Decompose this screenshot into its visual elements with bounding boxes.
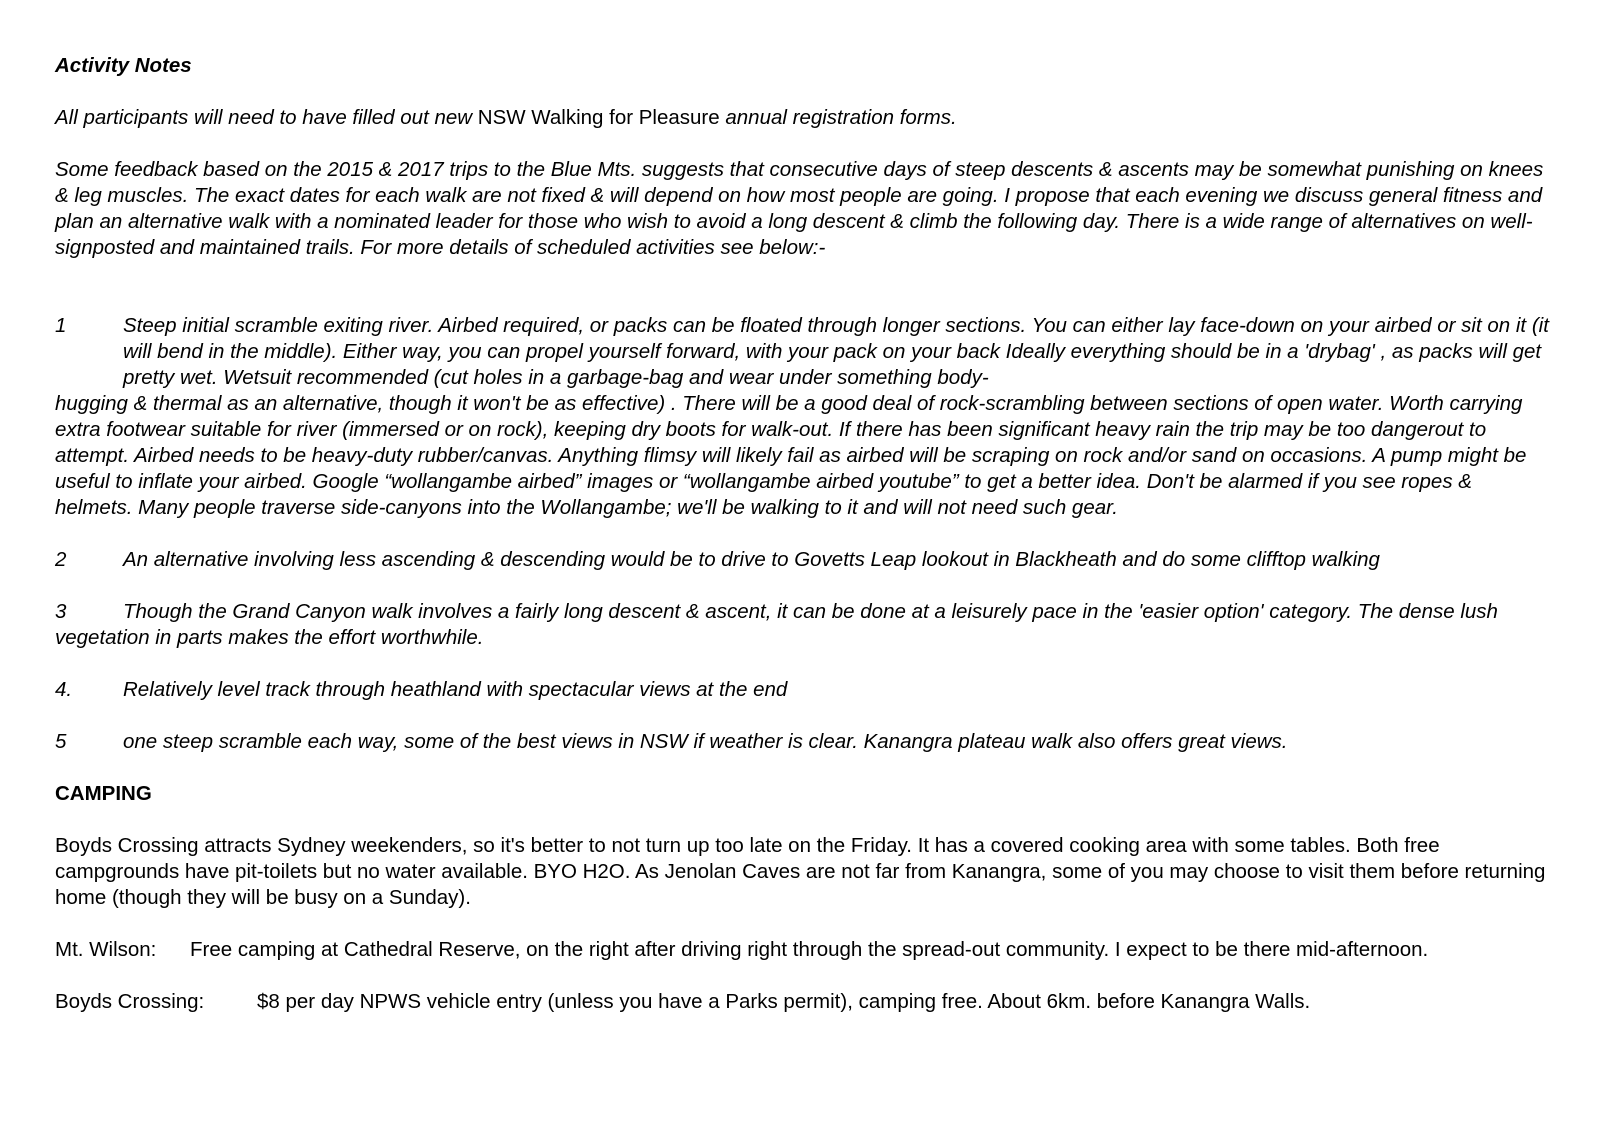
activity-note-text: Relatively level track through heathland with spectacular views at the end (123, 678, 788, 701)
activity-note-1-hanging-text: Steep initial scramble exiting river. Airbed required, or packs can be floated through longer sections. You can either lay face-down on your airbed or sit on it (it will bend in the middle). Either way, you can propel yourself forward, with your pack on your back Ideally everything should be in a 'drybag' , as packs will get pretty wet. Wetsuit recommended (cut holes in a garbage-bag and wear under something body- (123, 314, 1549, 389)
camping-site-label: Boyds Crossing: (55, 990, 205, 1013)
camping-site-mt-wilson (55, 937, 1555, 963)
feedback-paragraph: Some feedback based on the 2015 & 2017 trips to the Blue Mts. suggests that consecutive days of steep descents & ascents may be somewhat punishing on knees & leg muscles. The exact dates for each walk are not fixed & will depend on how most people are going. I propose that each evening we discuss general fitness and plan an alternative walk with a nominated leader for those who wish to avoid a long descent & climb the following day. There is a wide range of alternatives on well-signposted and maintained trails. For more details of scheduled activities see below:- (55, 158, 1544, 259)
activity-note-number: 4. (55, 678, 73, 701)
activity-note-text: one steep scramble each way, some of the best views in NSW if weather is clear. Kanangra plateau walk also offers great views. (123, 730, 1288, 753)
camping-site-boyds-crossing (55, 989, 1555, 1015)
camping-heading: CAMPING (55, 782, 152, 805)
activity-note-text: Though the Grand Canyon walk involves a fairly long descent & ascent, it can be done at a leisurely pace in the 'easier option' category. The dense lush vegetation in parts makes the effort worthwhile. (55, 600, 1498, 649)
activity-note-number: 1 (55, 314, 67, 337)
camping-site-text: $8 per day NPWS vehicle entry (unless you have a Parks permit), camping free. About 6km. before Kanangra Walls. (257, 990, 1311, 1013)
camping-site-text: Free camping at Cathedral Reserve, on the right after driving right through the spread-out community. I expect to be there mid-afternoon. (190, 938, 1429, 961)
registration-text-before: All participants will need to have filled out new (55, 106, 478, 129)
camping-site-label: Mt. Wilson: (55, 938, 157, 961)
activity-note-1 (55, 313, 1555, 521)
activity-note-2 (55, 547, 1555, 573)
activity-note-1-hanging (55, 313, 1555, 391)
registration-note (55, 105, 1555, 131)
activity-note-text: An alternative involving less ascending & descending would be to drive to Govetts Leap lookout in Blackheath and do some clifftop walking (123, 548, 1380, 571)
camping-intro: Boyds Crossing attracts Sydney weekenders, so it's better to not turn up too late on the Friday. It has a covered cooking area with some tables. Both free campgrounds have pit-toilets but no water available. BYO H2O. As Jenolan Caves are not far from Kanangra, some of you may choose to visit them before returning home (though they will be busy on a Sunday). (55, 834, 1546, 909)
activity-note-5 (55, 729, 1555, 755)
activity-notes-heading: Activity Notes (55, 54, 192, 77)
activity-note-1-continued: hugging & thermal as an alternative, though it won't be as effective) . There will be a good deal of rock-scrambling between sections of open water. Worth carrying extra footwear suitable for river (immersed or on rock), keeping dry boots for walk-out. If there has been significant heavy rain the trip may be too dangerout to attempt. Airbed needs to be heavy-duty rubber/canvas. Anything flimsy will likely fail as airbed will be scraping on rock and/or sand on occasions. A pump might be useful to inflate your airbed. Google “wollangambe airbed” images or “wollangambe airbed youtube” to get a better idea. Don't be alarmed if you see ropes & helmets. Many people traverse side-canyons into the Wollangambe; we'll be walking to it and will not need such gear. (55, 392, 1527, 519)
activity-note-number: 3 (55, 600, 67, 623)
registration-text-after: annual registration forms. (719, 106, 957, 129)
activity-note-3 (55, 599, 1555, 651)
activity-note-number: 5 (55, 730, 67, 753)
activity-note-4 (55, 677, 1555, 703)
activity-note-number: 2 (55, 548, 67, 571)
document-page (55, 53, 1555, 1041)
registration-org: NSW Walking for Pleasure (477, 106, 720, 129)
